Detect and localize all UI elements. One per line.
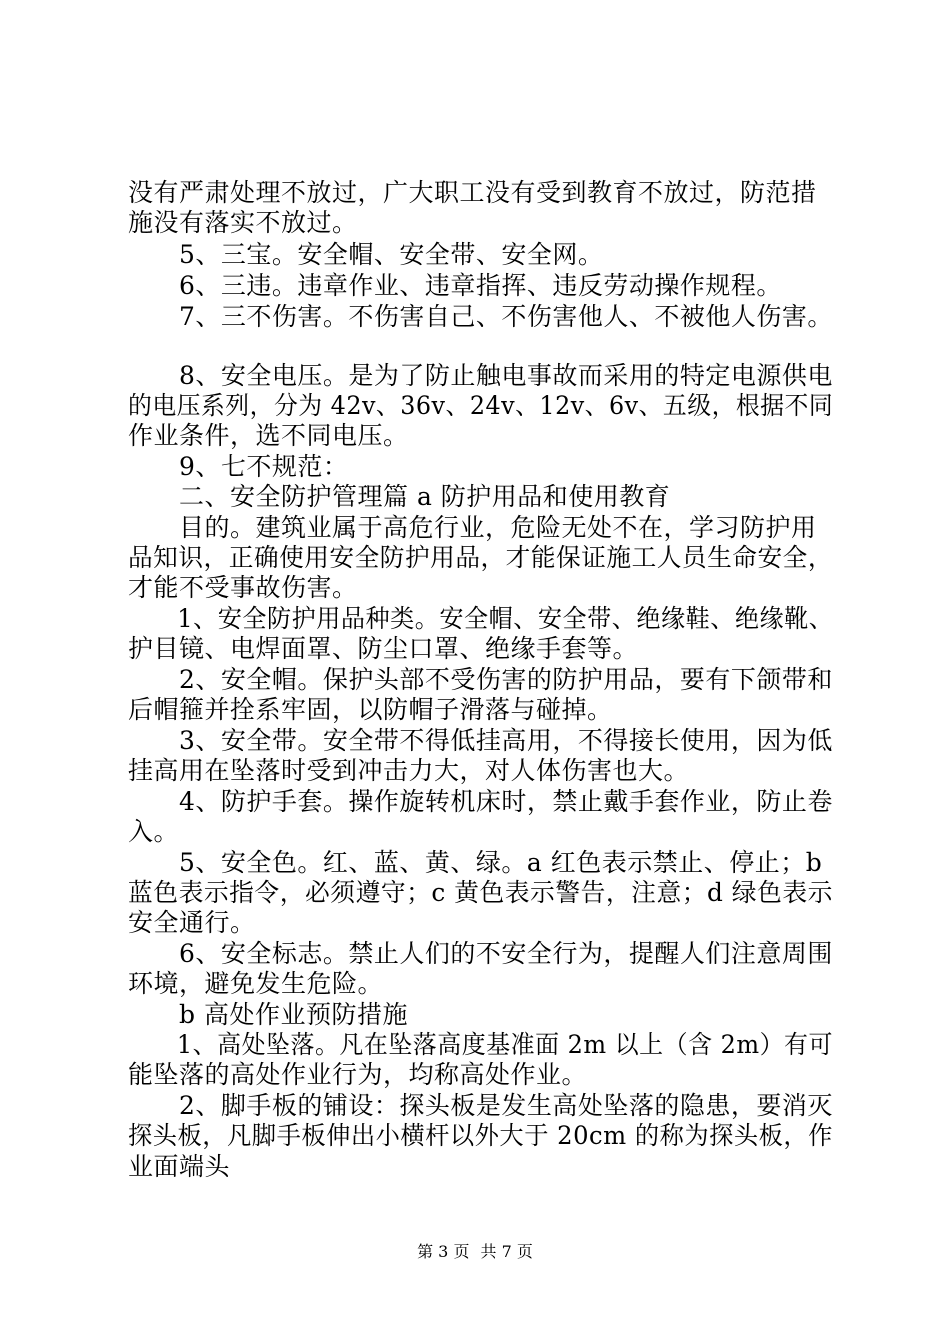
text-line: 后帽箍并拴系牢固，以防帽子滑落与碰掉。 xyxy=(128,695,613,724)
text-line: 1、高处坠落。凡在坠落高度基准面 2m 以上（含 2m）有可 xyxy=(128,1030,833,1059)
text-line: 作业条件，选不同电压。 xyxy=(128,421,409,450)
text-line: b 高处作业预防措施 xyxy=(128,1000,408,1029)
text-line: 业面端头 xyxy=(128,1152,231,1181)
page-total: 共 7 页 xyxy=(480,1242,533,1261)
text-line: 3、安全带。安全带不得低挂高用，不得接长使用，因为低 xyxy=(128,726,833,755)
text-line: 7、三不伤害。不伤害自己、不伤害他人、不被他人伤害。 xyxy=(128,302,833,331)
text-line: 入。 xyxy=(128,817,180,846)
text-line: 品知识，正确使用安全防护用品，才能保证施工人员生命安全， xyxy=(128,543,834,572)
text-line: 1、安全防护用品种类。安全帽、安全带、绝缘鞋、绝缘靴、 xyxy=(128,604,834,633)
text-line: 护目镜、电焊面罩、防尘口罩、绝缘手套等。 xyxy=(128,634,639,663)
page-footer xyxy=(0,1242,950,1262)
text-line: 环境，避免发生危险。 xyxy=(128,969,384,998)
text-line: 2、安全帽。保护头部不受伤害的防护用品，要有下颌带和 xyxy=(128,665,833,694)
text-line: 4、防护手套。操作旋转机床时，禁止戴手套作业，防止卷 xyxy=(128,787,833,816)
text-line: 没有严肃处理不放过，广大职工没有受到教育不放过，防范措 xyxy=(128,178,817,207)
text-line: 8、安全电压。是为了防止触电事故而采用的特定电源供电 xyxy=(128,361,833,390)
text-line: 9、七不规范： xyxy=(128,452,349,481)
page-number: 第 3 页 xyxy=(417,1242,470,1261)
text-line: 二、安全防护管理篇 a 防护用品和使用教育 xyxy=(128,482,671,511)
text-line: 5、安全色。红、蓝、黄、绿。a 红色表示禁止、停止；b xyxy=(128,848,823,877)
text-line: 探头板，凡脚手板伸出小横杆以外大于 20cm 的称为探头板，作 xyxy=(128,1121,833,1150)
text-line: 安全通行。 xyxy=(128,908,256,937)
text-line: 的电压系列，分为 42v、36v、24v、12v、6v、五级，根据不同 xyxy=(128,391,834,420)
text-line: 6、安全标志。禁止人们的不安全行为，提醒人们注意周围 xyxy=(128,939,833,968)
text-line: 才能不受事故伤害。 xyxy=(128,573,358,602)
text-line: 5、三宝。安全帽、安全带、安全网。 xyxy=(128,240,604,269)
text-line: 蓝色表示指令，必须遵守；c 黄色表示警告，注意；d 绿色表示 xyxy=(128,878,833,907)
text-line: 2、脚手板的铺设：探头板是发生高处坠落的隐患，要消灭 xyxy=(128,1091,833,1120)
text-line: 目的。建筑业属于高危行业，危险无处不在，学习防护用 xyxy=(128,513,817,542)
text-line: 6、三违。违章作业、违章指挥、违反劳动操作规程。 xyxy=(128,271,782,300)
text-line: 挂高用在坠落时受到冲击力大，对人体伤害也大。 xyxy=(128,756,690,785)
text-line: 能坠落的高处作业行为，均称高处作业。 xyxy=(128,1060,588,1089)
text-line: 施没有落实不放过。 xyxy=(128,208,358,237)
